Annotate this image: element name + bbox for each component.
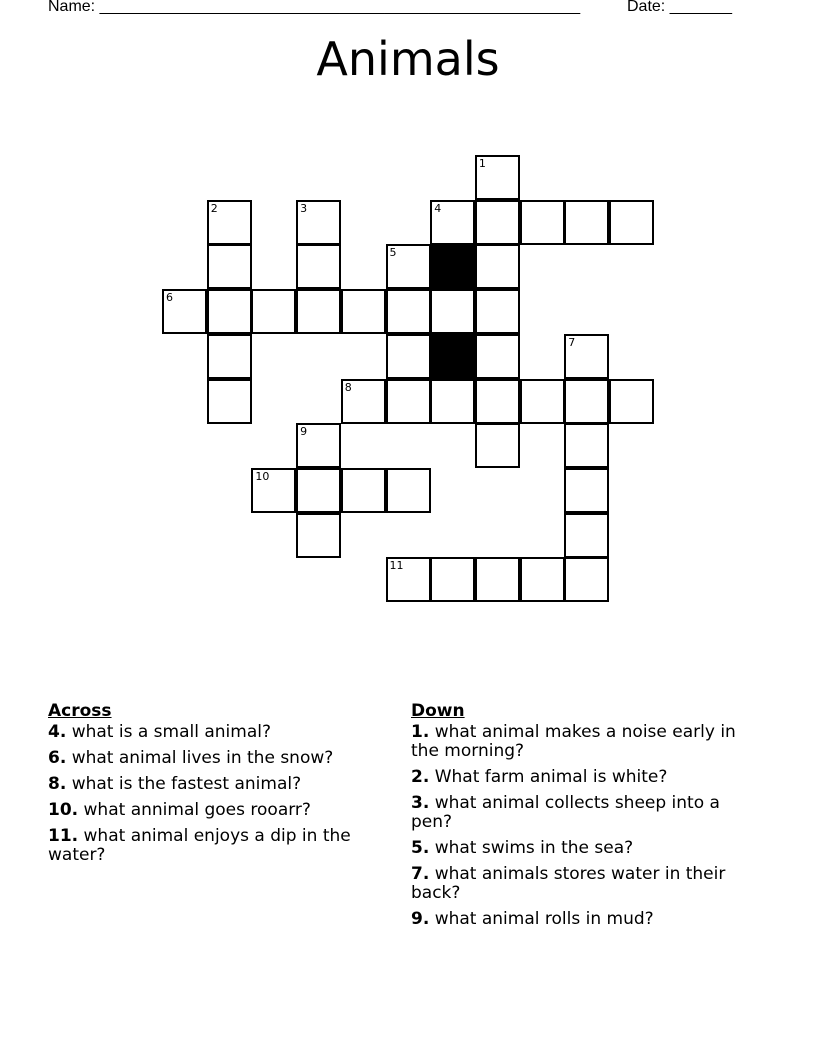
clue-text: what animal lives in the snow? xyxy=(71,748,334,768)
grid-cell[interactable] xyxy=(207,289,252,334)
grid-cell[interactable] xyxy=(341,289,386,334)
grid-cell[interactable] xyxy=(564,334,609,379)
grid-cell[interactable] xyxy=(296,423,341,468)
clue-text: What farm animal is white? xyxy=(434,767,668,787)
clue-text: what animal rolls in mud? xyxy=(434,909,654,929)
clue-num: 5. xyxy=(411,838,430,858)
clue-number: 9 xyxy=(300,425,308,439)
clue-number: 4 xyxy=(434,201,442,215)
grid-cell[interactable] xyxy=(162,289,207,334)
clue-num: 1. xyxy=(411,722,430,742)
clue-num: 4. xyxy=(48,722,67,742)
grid-cell[interactable] xyxy=(564,423,609,468)
clue-text: what is the fastest animal? xyxy=(71,774,302,794)
across-clue xyxy=(48,827,383,865)
clue-num: 3. xyxy=(411,793,430,813)
grid-cell[interactable] xyxy=(609,379,654,424)
name-line: Name: ______________________________________________________ xyxy=(48,0,581,15)
grid-cell[interactable] xyxy=(296,289,341,334)
clue-text: what swims in the sea? xyxy=(434,838,634,858)
clue-text: what animal collects sheep into a pen? xyxy=(411,793,720,832)
grid-cell[interactable] xyxy=(386,557,431,602)
grid-cell[interactable] xyxy=(386,289,431,334)
grid-cell[interactable] xyxy=(386,379,431,424)
grid-cell[interactable] xyxy=(475,289,520,334)
clue-number: 2 xyxy=(210,201,218,215)
grid-cell[interactable] xyxy=(475,423,520,468)
grid-cell[interactable] xyxy=(251,289,296,334)
grid-cell[interactable] xyxy=(386,468,431,513)
clue-number: 6 xyxy=(166,291,173,305)
across-clue xyxy=(48,723,383,742)
clue-text: what animal enjoys a dip in the water? xyxy=(48,826,351,865)
clue-text: what is a small animal? xyxy=(71,722,271,742)
down-clue xyxy=(411,794,756,832)
grid-cell[interactable] xyxy=(386,244,431,289)
page-title: Animals xyxy=(316,32,500,86)
grid-cell[interactable] xyxy=(520,557,565,602)
across-heading: Across xyxy=(48,701,112,721)
across-clues xyxy=(48,702,383,872)
grid-cell[interactable] xyxy=(564,513,609,558)
grid-cell[interactable] xyxy=(251,468,296,513)
grid-cell[interactable] xyxy=(296,468,341,513)
clue-text: what animals stores water in their back? xyxy=(411,864,726,903)
black-cell xyxy=(430,244,475,289)
down-clues xyxy=(411,702,756,936)
down-clue xyxy=(411,910,756,929)
grid-cell[interactable] xyxy=(430,200,475,245)
clue-num: 9. xyxy=(411,909,430,929)
grid-cell[interactable] xyxy=(386,334,431,379)
clue-num: 2. xyxy=(411,767,430,787)
down-clue xyxy=(411,723,756,761)
black-cell xyxy=(430,334,475,379)
grid-cell[interactable] xyxy=(475,155,520,200)
grid-cell[interactable] xyxy=(609,200,654,245)
grid-cell[interactable] xyxy=(207,244,252,289)
clue-number: 1 xyxy=(478,157,486,170)
grid-cell[interactable] xyxy=(564,200,609,245)
grid-cell[interactable] xyxy=(564,379,609,424)
across-clue xyxy=(48,749,383,768)
grid-cell[interactable] xyxy=(207,200,252,245)
grid-cell[interactable] xyxy=(207,379,252,424)
grid-cell[interactable] xyxy=(475,557,520,602)
grid-cell[interactable] xyxy=(564,468,609,513)
clue-number: 8 xyxy=(344,380,352,394)
clue-number: 5 xyxy=(389,246,397,260)
clue-number: 11 xyxy=(389,559,404,573)
grid-cell[interactable] xyxy=(475,334,520,379)
grid-cell[interactable] xyxy=(475,244,520,289)
clue-number: 7 xyxy=(568,335,576,349)
grid-cell[interactable] xyxy=(520,200,565,245)
clue-text: what annimal goes rooarr? xyxy=(83,800,311,820)
clue-text: what animal makes a noise early in the morning? xyxy=(411,722,736,761)
grid-cell[interactable] xyxy=(296,513,341,558)
across-clue xyxy=(48,801,383,820)
clue-number: 3 xyxy=(300,201,308,215)
down-heading: Down xyxy=(411,701,465,721)
clue-num: 6. xyxy=(48,748,67,768)
grid-cell[interactable] xyxy=(475,200,520,245)
date-line: Date: _______ xyxy=(627,0,732,15)
down-clue xyxy=(411,865,756,903)
clue-num: 7. xyxy=(411,864,430,884)
across-clue xyxy=(48,775,383,794)
grid-cell[interactable] xyxy=(341,379,386,424)
grid-cell[interactable] xyxy=(341,468,386,513)
grid-cell[interactable] xyxy=(296,200,341,245)
grid-cell[interactable] xyxy=(564,557,609,602)
grid-cell[interactable] xyxy=(430,379,475,424)
grid-cell[interactable] xyxy=(207,334,252,379)
clue-number: 10 xyxy=(255,469,270,483)
clue-num: 8. xyxy=(48,774,67,794)
grid-cell[interactable] xyxy=(520,379,565,424)
down-clue xyxy=(411,768,756,787)
grid-cell[interactable] xyxy=(296,244,341,289)
grid-cell[interactable] xyxy=(475,379,520,424)
clue-num: 10. xyxy=(48,800,79,820)
down-clue xyxy=(411,839,756,858)
grid-cell[interactable] xyxy=(430,557,475,602)
grid-cell[interactable] xyxy=(430,289,475,334)
clue-num: 11. xyxy=(48,826,79,846)
